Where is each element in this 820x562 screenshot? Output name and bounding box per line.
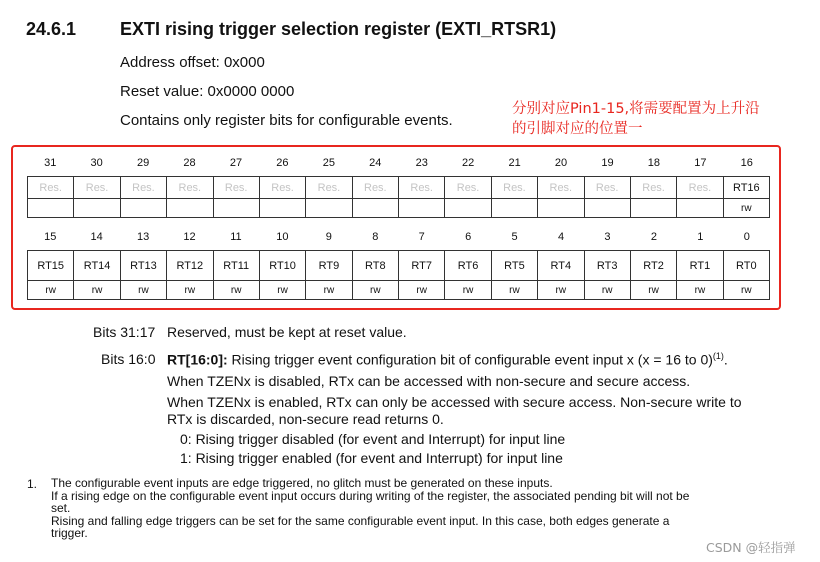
bit-number: 15 (44, 231, 57, 243)
field-cell: Res. (259, 177, 305, 199)
bit-number: 11 (230, 231, 242, 243)
access-cell (677, 199, 723, 218)
access-cell (28, 199, 74, 218)
bits-reserved-text: Reserved, must be kept at reset value. (167, 324, 407, 340)
bits-rt-line4: RTx is discarded, non-secure read returns 0. (167, 411, 444, 427)
field-cell: Res. (491, 177, 537, 199)
bit-number: 0 (743, 231, 750, 243)
lower-bit-numbers (27, 231, 770, 243)
access-row (28, 199, 770, 218)
bits-rt-line2: When TZENx is disabled, RTx can be accessed with non-secure and secure access. (167, 373, 691, 389)
bit-number: 13 (136, 231, 150, 243)
register-note: Contains only register bits for configurable events. (120, 112, 453, 129)
bit-number: 2 (650, 231, 657, 243)
access-cell: rw (584, 281, 630, 300)
section-title: EXTI rising trigger selection register (EXTI_RTSR1) (120, 19, 557, 39)
access-cell (259, 199, 305, 218)
bit-number: 17 (694, 157, 707, 169)
field-cell: RT0 (723, 251, 769, 281)
annotation-line-1: 分别对应Pin1-15,将需要配置为上升沿 (512, 101, 760, 117)
bit-number: 8 (372, 231, 379, 243)
footnote-line: trigger. (51, 526, 88, 540)
bit-number: 14 (90, 231, 103, 243)
field-cell: Res. (445, 177, 491, 199)
footnote-line: set. (51, 501, 71, 515)
access-cell (167, 199, 213, 218)
upper-bit-numbers (27, 157, 770, 169)
bit-number: 30 (90, 157, 103, 169)
access-cell (306, 199, 352, 218)
annotation-line-2: 的引脚对应的位置一 (512, 121, 643, 137)
footnote-line: The configurable event inputs are edge triggered, no glitch must be generated on these inputs. (51, 476, 553, 490)
field-cell: Res. (584, 177, 630, 199)
access-cell: rw (167, 281, 213, 300)
access-cell: rw (445, 281, 491, 300)
access-cell: rw (723, 199, 769, 218)
field-cell: Res. (630, 177, 676, 199)
field-cell: Res. (677, 177, 723, 199)
rt-description: Rising trigger event configuration bit of configurable event input x (x = 16 to 0) (227, 351, 713, 368)
footnote-line: If a rising edge on the configurable event input occurs during writing of the register, the associated pending bit will not be (51, 488, 690, 503)
access-cell: rw (213, 281, 259, 300)
footnote-line: Rising and falling edge triggers can be set for the same configurable event input. In this case, both edges generate a (51, 513, 670, 528)
bit-number: 20 (554, 157, 568, 169)
reset-value: Reset value: 0x0000 0000 (120, 83, 295, 100)
field-cell: Res. (167, 177, 213, 199)
bit-number: 1 (697, 231, 704, 243)
bit-number: 28 (183, 157, 196, 169)
bit-number: 31 (44, 157, 57, 169)
option-disabled: 0: Rising trigger disabled (for event and Interrupt) for input line (180, 431, 566, 447)
field-cell: Res. (352, 177, 398, 199)
access-cell (538, 199, 584, 218)
field-cell: Res. (306, 177, 352, 199)
access-cell (491, 199, 537, 218)
field-cell: RT4 (538, 251, 584, 281)
access-cell: rw (259, 281, 305, 300)
bits-reserved-label: Bits 31:17 (93, 324, 156, 340)
field-cell: RT11 (213, 251, 259, 281)
upper-register-table (27, 176, 770, 218)
field-cell: Res. (120, 177, 166, 199)
access-cell: rw (28, 281, 74, 300)
bits-rt-line1 (167, 351, 728, 368)
access-cell (445, 199, 491, 218)
field-cell: RT13 (120, 251, 166, 281)
field-cell: Res. (74, 177, 120, 199)
field-cell: RT1 (677, 251, 723, 281)
bit-number: 29 (136, 157, 150, 169)
access-cell (120, 199, 166, 218)
option-enabled: 1: Rising trigger enabled (for event and Interrupt) for input line (180, 450, 563, 466)
footnote-number: 1. (27, 477, 38, 491)
rt-period: . (723, 351, 728, 368)
access-cell: rw (491, 281, 537, 300)
field-cell: RT6 (445, 251, 491, 281)
field-cell: RT10 (259, 251, 305, 281)
access-cell (74, 199, 120, 218)
field-cell: Res. (399, 177, 445, 199)
field-cell: Res. (538, 177, 584, 199)
access-cell (584, 199, 630, 218)
bit-number: 5 (511, 231, 518, 243)
access-cell: rw (120, 281, 166, 300)
bit-number: 27 (229, 157, 243, 169)
access-cell (399, 199, 445, 218)
access-cell: rw (630, 281, 676, 300)
field-cell: RT2 (630, 251, 676, 281)
bit-number: 9 (325, 231, 332, 243)
watermark: CSDN @轻指弹 (706, 540, 796, 555)
access-cell (213, 199, 259, 218)
access-cell: rw (399, 281, 445, 300)
footnote-body (51, 477, 689, 540)
bit-number: 23 (415, 157, 428, 169)
bit-number: 25 (322, 157, 335, 169)
access-cell: rw (306, 281, 352, 300)
access-cell: rw (74, 281, 120, 300)
field-cell: Res. (28, 177, 74, 199)
field-cell: RT16 (723, 177, 769, 199)
address-offset: Address offset: 0x000 (120, 54, 265, 71)
bits-rt-line3: When TZENx is enabled, RTx can only be accessed with secure access. Non-secure write to (167, 394, 742, 410)
field-row (28, 251, 770, 281)
field-cell: RT12 (167, 251, 213, 281)
bits-rt-label: Bits 16:0 (101, 351, 156, 367)
field-cell: RT8 (352, 251, 398, 281)
access-cell: rw (352, 281, 398, 300)
access-row (28, 281, 770, 300)
bit-number: 6 (465, 231, 472, 243)
field-row (28, 177, 770, 199)
access-cell: rw (677, 281, 723, 300)
bit-number: 12 (183, 231, 196, 243)
bit-number: 18 (647, 157, 661, 169)
rt-field-name: RT[16:0]: (167, 351, 228, 368)
bit-number: 16 (740, 157, 753, 169)
footnote-ref: (1) (712, 351, 724, 361)
bit-number: 22 (462, 157, 475, 169)
field-cell: Res. (213, 177, 259, 199)
bit-number: 4 (557, 231, 565, 243)
bit-number: 7 (418, 231, 425, 243)
field-cell: RT5 (491, 251, 537, 281)
access-cell (352, 199, 398, 218)
bit-number: 19 (601, 157, 614, 169)
field-cell: RT9 (306, 251, 352, 281)
field-cell: RT14 (74, 251, 120, 281)
bit-number: 3 (604, 231, 611, 243)
bit-number: 21 (508, 157, 521, 169)
bit-number: 24 (369, 157, 382, 169)
field-cell: RT15 (28, 251, 74, 281)
bit-number: 26 (276, 157, 289, 169)
annotation-text (512, 99, 802, 139)
access-cell (630, 199, 676, 218)
section-number: 24.6.1 (26, 19, 77, 39)
field-cell: RT7 (399, 251, 445, 281)
lower-register-table (27, 250, 770, 300)
access-cell: rw (723, 281, 769, 300)
access-cell: rw (538, 281, 584, 300)
field-cell: RT3 (584, 251, 630, 281)
bit-number: 10 (276, 231, 289, 243)
